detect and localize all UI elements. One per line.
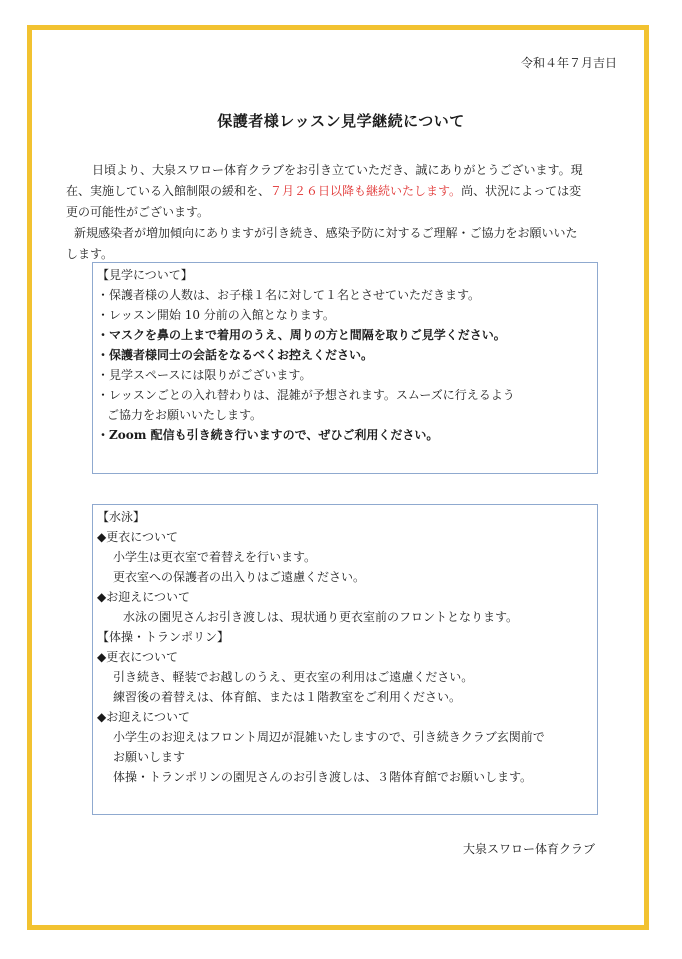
highlight-notice: ７月２６日以降も継続いたします。: [270, 184, 462, 198]
observation-rules-box: [92, 262, 598, 474]
page-title: 保護者様レッスン見学継続について: [217, 112, 465, 130]
gym-heading: 【体操・トランポリン】: [97, 630, 230, 644]
gym-pickup-heading: ◆お迎えについて: [97, 710, 190, 724]
rule-item: ・保護者様の人数は、お子様１名に対して１名とさせていただきます。: [97, 288, 481, 302]
rule-item: ・Zoom 配信も引き続き行いますので、ぜひご利用ください。: [97, 428, 439, 442]
intro-text-a: 日頃より、大泉スワロー体育クラブをお引き立ていただき、誠にありがとうございます。現在、実施している入館制限の緩和を、: [66, 163, 583, 198]
club-signature: 大泉スワロー体育クラブ: [462, 842, 595, 856]
intro-paragraph-2: 新規感染者が増加傾向にありますが引き続き、感染予防に対するご理解・ご協力をお願いいたします。: [66, 226, 578, 261]
gym-pickup-text: お願いします: [113, 750, 186, 764]
observation-heading: 【見学について】: [97, 268, 193, 282]
gym-pickup-text: 小学生のお迎えはフロント周辺が混雑いたしますので、引き続きクラブ玄関前で: [113, 730, 545, 744]
rule-item: ・レッスン開始 10 分前の入館となります。: [97, 308, 335, 322]
swim-changing-heading: ◆更衣について: [97, 530, 178, 544]
rule-item-continued: ご協力をお願いいたします。: [107, 408, 263, 422]
swim-heading: 【水泳】: [97, 510, 146, 524]
swim-changing-text: 更衣室への保護者の出入りはご遠慮ください。: [113, 570, 366, 584]
gym-changing-heading: ◆更衣について: [97, 650, 178, 664]
rule-item: ・マスクを鼻の上まで着用のうえ、周りの方と間隔を取りご見学ください。: [97, 328, 506, 342]
rule-item: ・レッスンごとの入れ替わりは、混雑が予想されます。スムーズに行えるよう: [97, 388, 515, 402]
intro-text-b: 尚、状況によっては変更の可能性がございます。: [66, 184, 582, 219]
gym-changing-text: 練習後の着替えは、体育館、または１階教室をご利用ください。: [113, 690, 462, 704]
intro-paragraph-1: [66, 160, 586, 223]
swim-pickup-text: 水泳の園児さんお引き渡しは、現状通り更衣室前のフロントとなります。: [123, 610, 519, 624]
intro-text: [66, 160, 586, 265]
program-info-box: [92, 504, 598, 815]
swim-changing-text: 小学生は更衣室で着替えを行います。: [113, 550, 317, 564]
date: 令和４年７月吉日: [520, 56, 617, 70]
gym-changing-text: 引き続き、軽装でお越しのうえ、更衣室の利用はご遠慮ください。: [113, 670, 474, 684]
swim-pickup-heading: ◆お迎えについて: [97, 590, 190, 604]
rule-item: ・保護者様同士の会話をなるべくお控えください。: [97, 348, 374, 362]
rule-item: ・見学スペースには限りがございます。: [97, 368, 312, 382]
gym-pickup-text: 体操・トランポリンの園児さんのお引き渡しは、３階体育館でお願いします。: [113, 770, 533, 784]
